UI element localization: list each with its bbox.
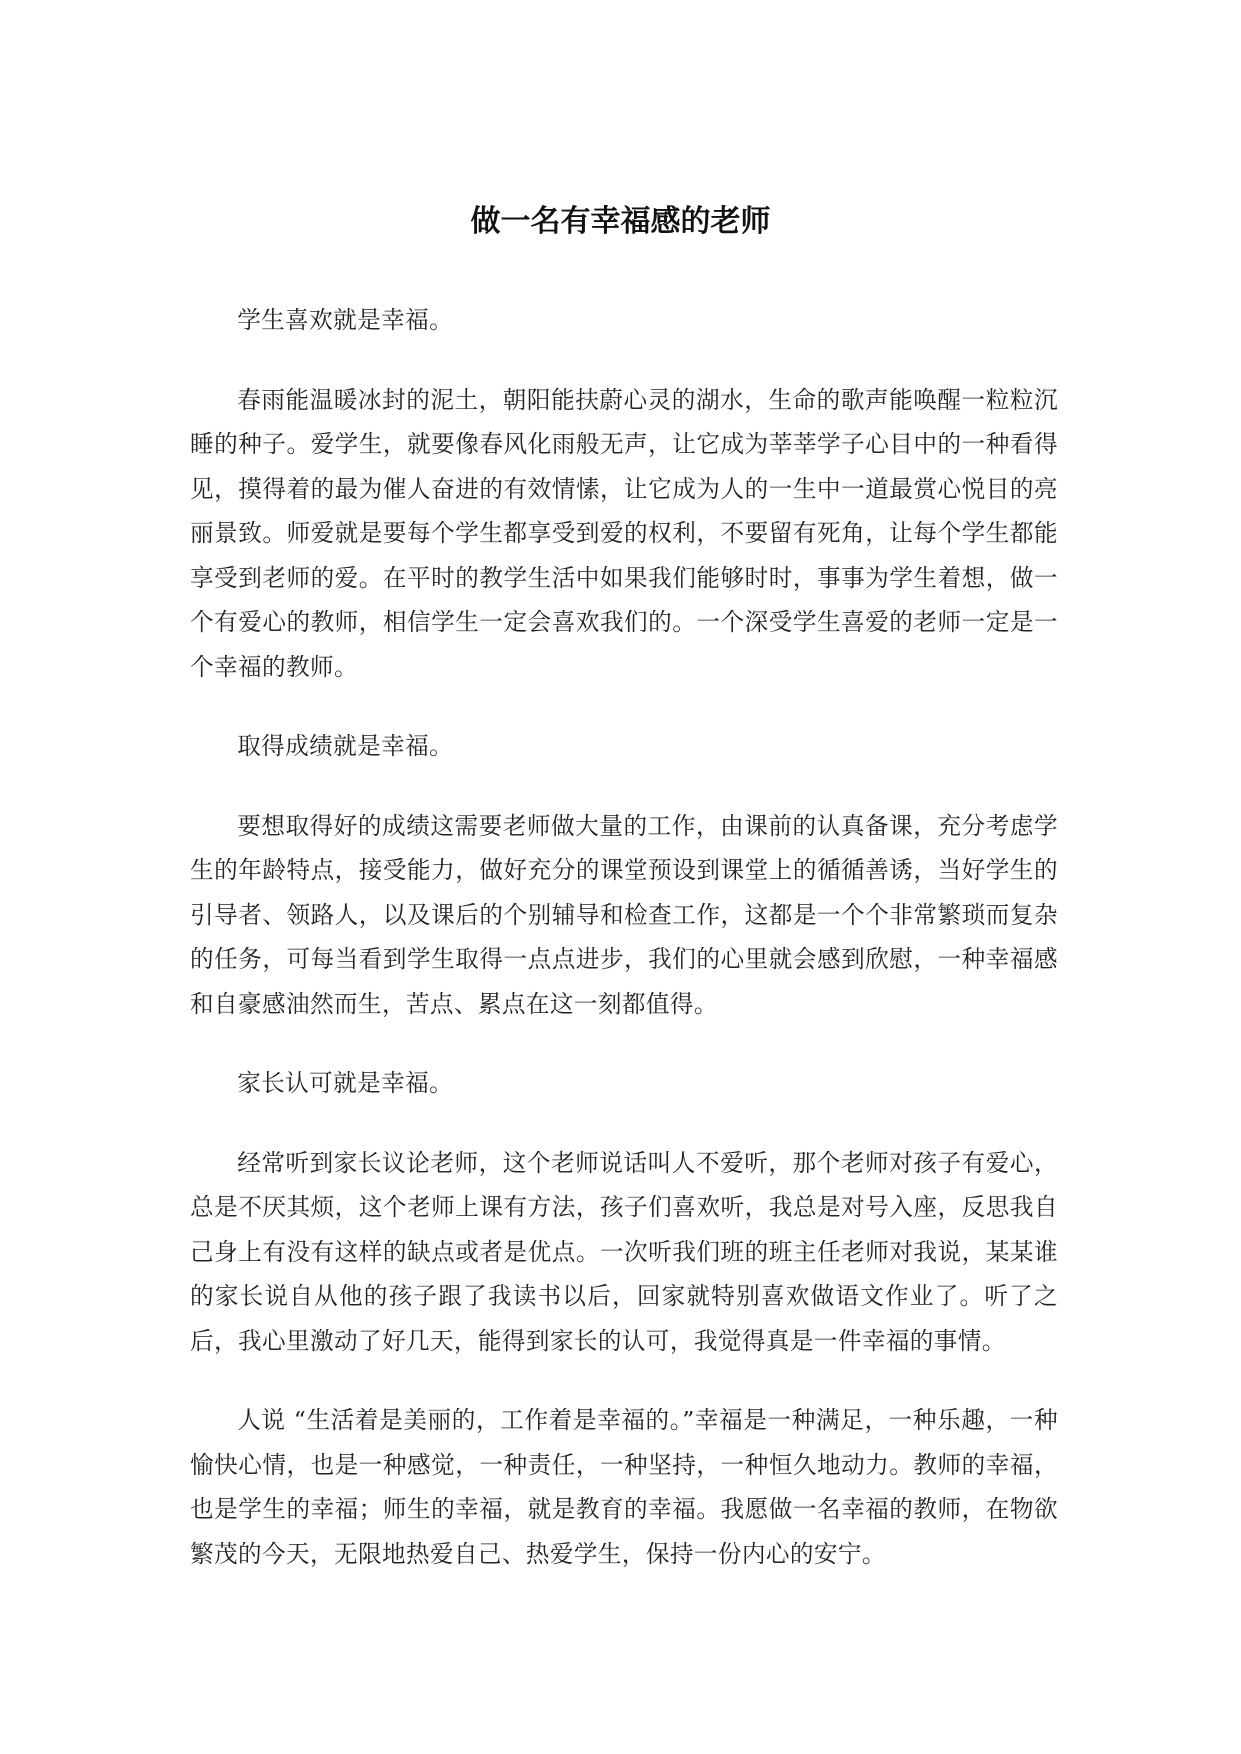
closing-paragraph: 人说 “生活着是美丽的，工作着是幸福的。”幸福是一种满足，一种乐趣，一种愉快心情，也是一种感觉，一种责任，一种坚持，一种恒久地动力。教师的幸福，也是学生的幸福；师生的幸福，就是教育的幸福。我愿做一名幸福的教师，在物欲繁茂的今天，无限地热爱自己、热爱学生，保持一份内心的安宁。 xyxy=(190,1406,1058,1568)
section-heading: 取得成绩就是幸福。 xyxy=(237,732,454,760)
document-body xyxy=(190,298,1058,1611)
document-title: 做一名有幸福感的老师 xyxy=(470,204,771,239)
section-heading: 学生喜欢就是幸福。 xyxy=(237,306,454,334)
section-heading: 家长认可就是幸福。 xyxy=(237,1069,454,1097)
body-paragraph: 经常听到家长议论老师，这个老师说话叫人不爱听，那个老师对孩子有爱心，总是不厌其烦，这个老师上课有方法，孩子们喜欢听，我总是对号入座，反思我自己身上有没有这样的缺点或者是优点。一次听我们班的班主任老师对我说，某某谁的家长说自从他的孩子跟了我读书以后，回家就特别喜欢做语文作业了。听了之后，我心里激动了好几天，能得到家长的认可，我觉得真是一件幸福的事情。 xyxy=(190,1148,1058,1355)
body-paragraph: 春雨能温暖冰封的泥土，朝阳能扶蔚心灵的湖水，生命的歌声能唤醒一粒粒沉睡的种子。爱学生，就要像春风化雨般无声，让它成为莘莘学子心目中的一种看得见，摸得着的最为催人奋进的有效情愫，让它成为人的一生中一道最赏心悦目的亮丽景致。师爱就是要每个学生都享受到爱的权利，不要留有死角，让每个学生都能享受到老师的爱。在平时的教学生活中如果我们能够时时，事事为学生着想，做一个有爱心的教师，相信学生一定会喜欢我们的。一个深受学生喜爱的老师一定是一个幸福的教师。 xyxy=(190,385,1058,681)
body-paragraph: 要想取得好的成绩这需要老师做大量的工作，由课前的认真备课，充分考虑学生的年龄特点，接受能力，做好充分的课堂预设到课堂上的循循善诱，当好学生的引导者、领路人，以及课后的个别辅导和检查工作，这都是一个个非常繁琐而复杂的任务，可每当看到学生取得一点点进步，我们的心里就会感到欣慰，一种幸福感和自豪感油然而生，苦点、累点在这一刻都值得。 xyxy=(190,811,1058,1018)
